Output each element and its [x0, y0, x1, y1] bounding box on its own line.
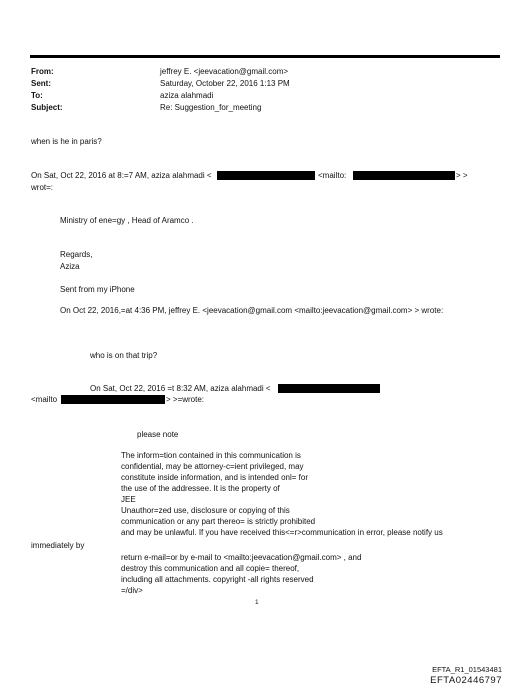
sent-label: Sent:: [31, 79, 51, 88]
disclaimer-line: JEE: [121, 495, 136, 504]
bates-number-large: EFTA02446797: [430, 675, 502, 686]
disclaimer-line: constitute inside information, and is intended onl= for: [121, 473, 309, 482]
redaction-block: [217, 171, 315, 180]
bates-number-small: EFTA_R1_01543481: [432, 665, 502, 674]
redaction-block: [353, 171, 455, 180]
quote1-message: Ministry of ene=gy , Head of Aramco .: [60, 216, 194, 225]
quote3-header-wrote: > >=wrote:: [166, 395, 205, 404]
disclaimer-immediately: immediately by: [31, 541, 85, 550]
quote1-header-start: On Sat, Oct 22, 2016 at 8:=7 AM, aziza alahmadi <: [31, 171, 212, 180]
quote3-header-mailto: <mailto: [31, 395, 58, 404]
page-number: 1: [255, 599, 259, 606]
to-label: To:: [31, 91, 43, 100]
quote1-regards: Regards,: [60, 250, 93, 259]
disclaimer-line: the use of the addressee. It is the property of: [121, 484, 280, 493]
subject-label: Subject:: [31, 103, 63, 112]
sent-value: Saturday, October 22, 2016 1:13 PM: [160, 79, 290, 88]
quote3-header-start: On Sat, Oct 22, 2016 =t 8:32 AM, aziza alahmadi <: [90, 384, 271, 393]
disclaimer-line: return e-mail=or by e-mail to <mailto:jeevacation@gmail.com> , and: [121, 553, 362, 562]
disclaimer-line: =/div>: [121, 586, 143, 595]
quote1-signature: Aziza: [60, 262, 80, 271]
quote1-header-mailto: <mailto:: [318, 171, 347, 180]
subject-value: Re: Suggestion_for_meeting: [160, 103, 262, 112]
quote2-message: who is on that trip?: [90, 351, 158, 360]
disclaimer-line: including all attachments. copyright -all rights reserved: [121, 575, 314, 584]
reply-line: when is he in paris?: [31, 137, 102, 146]
quote3-please-note: please note: [137, 430, 179, 439]
from-value: jeffrey E. <jeevacation@gmail.com>: [160, 67, 289, 76]
to-value: aziza alahmadi: [160, 91, 214, 100]
quote1-header-wrote: wrot=:: [31, 183, 54, 192]
from-label: From:: [31, 67, 54, 76]
disclaimer-line: destroy this communication and all copie= thereof,: [121, 564, 300, 573]
quote1-header-end: > >: [456, 171, 468, 180]
disclaimer-line: and may be unlawful. If you have received this<=r>communication in error, please notify us: [121, 528, 443, 537]
redaction-block: [278, 384, 380, 393]
redaction-block: [61, 395, 165, 404]
disclaimer-line: communication or any part thereo= is strictly prohibited: [121, 517, 316, 526]
quote2-header: On Oct 22, 2016,=at 4:36 PM, jeffrey E. <jeevacation@gmail.com <mailto:jeevacation@gmail.com> > wrote:: [60, 306, 444, 315]
disclaimer-line: The inform=tion contained in this communication is: [121, 451, 301, 460]
disclaimer-line: Unauthor=zed use, disclosure or copying of this: [121, 506, 290, 515]
header-rule: [30, 55, 500, 58]
quote1-sent-from: Sent from my iPhone: [60, 285, 135, 294]
disclaimer-line: confidential, may be attorney-c=ient privileged, may: [121, 462, 304, 471]
